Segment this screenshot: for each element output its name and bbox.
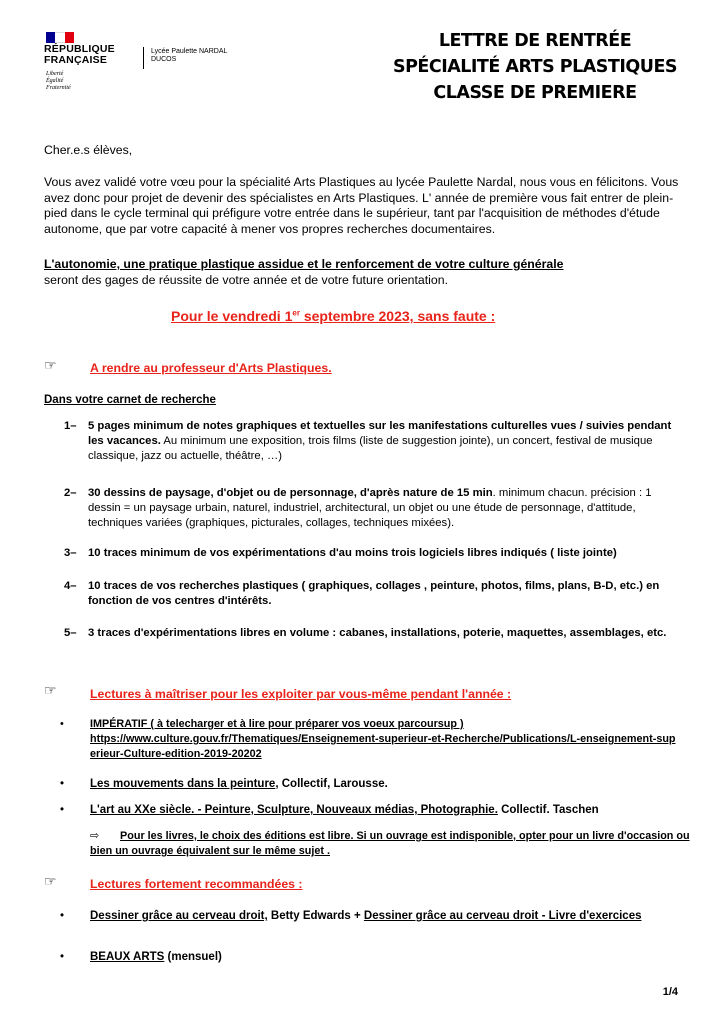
logo-line-2: FRANÇAISE xyxy=(44,54,108,66)
reading-title: Les mouvements dans la peinture xyxy=(90,778,276,790)
task-number: 4– xyxy=(64,580,77,592)
bullet: • xyxy=(60,718,64,730)
flag-red xyxy=(65,32,74,43)
logo-separator xyxy=(143,47,144,69)
task-3 xyxy=(64,546,674,561)
task-number: 5– xyxy=(64,627,77,639)
reading-item-1 xyxy=(60,717,680,762)
autonomy-bold: L'autonomie, une pratique plastique assidue et le renforcement de votre culture générale xyxy=(44,257,564,271)
motto-egalite: Égalité xyxy=(46,78,64,84)
reading-title: L'art au XXe siècle. - Peinture, Sculpture, Nouveaux médias, Photographie. xyxy=(90,804,498,816)
recommended-item-1 xyxy=(60,909,680,924)
task-2 xyxy=(64,486,674,531)
book-title-2: Dessiner grâce au cerveau droit - Livre d'exercices xyxy=(363,910,642,922)
republic-motto xyxy=(46,71,71,92)
task-5 xyxy=(64,626,674,641)
bullet: • xyxy=(60,910,65,922)
book-author: Betty Edwards + xyxy=(267,910,364,922)
motto-liberte: Liberté xyxy=(46,71,64,77)
section3-heading: Lectures fortement recommandées : xyxy=(90,877,303,891)
intro-paragraph: Vous avez validé votre vœu pour la spécialité Arts Plastiques au lycée Paulette Nardal, nous vous en félicitons. Vous avez donc pour projet de devenir des spécialistes en Arts Plastiques. L' année de première vous fait entrer de plein-pied dans le cycle terminal qui préfigure votre entrée dans le supérieur, tant par l'acquisition de méthodes d'étude autonome, que par votre capacité à mener vos propres recherches documentaires. xyxy=(44,175,679,236)
title-line-2: SPÉCIALITÉ ARTS PLASTIQUES xyxy=(392,57,677,77)
editions-note-text: Pour les livres, le choix des éditions est libre. Si un ouvrage est indisponible, opter pour un livre d'occasion ou bien un ouvrage équivalent sur le même sujet . xyxy=(90,830,690,857)
task-bold: 30 dessins de paysage, d'objet ou de personnage, d'après nature de 15 min xyxy=(88,487,493,499)
section1-subheading: Dans votre carnet de recherche xyxy=(44,394,216,406)
flag-blue xyxy=(46,32,55,43)
task-bold: 5 pages minimum de notes graphiques et textuelles sur les manifestations culturelles vues / suivies pendant les vacances. xyxy=(88,420,672,447)
task-4 xyxy=(64,579,674,609)
reading-rest: Collectif. Taschen xyxy=(497,804,599,816)
task-rest: . minimum chacun. précision : 1 dessin = un paysage urbain, naturel, industriel, architectural, un objet ou une étude de personnage, d'attitude, techniques variées (graphiques, picturales, collages, techniques mixées). xyxy=(88,487,652,529)
reading-item-2 xyxy=(60,777,680,792)
greeting: Cher.e.s élèves, xyxy=(44,143,133,157)
task-bold: 3 traces d'expérimentations libres en volume : cabanes, installations, poterie, maquettes, assemblages, etc. xyxy=(88,627,667,639)
reading-rest: , Collectif, Larousse. xyxy=(275,778,388,790)
book-title: Dessiner grâce au cerveau droit, xyxy=(90,910,268,922)
reading-title: IMPÉRATIF ( à telecharger et à lire pour préparer vos voeux parcoursup ) xyxy=(90,718,464,730)
title-line-3: CLASSE DE PREMIERE xyxy=(433,83,637,103)
reading-item-3 xyxy=(60,803,680,818)
section1-heading: A rendre au professeur d'Arts Plastiques. xyxy=(90,361,332,375)
deadline-pre: Pour le vendredi 1 xyxy=(171,308,293,324)
page-title xyxy=(360,28,710,106)
task-number: 3– xyxy=(64,547,77,559)
deadline-sup: er xyxy=(292,308,300,318)
title-line-1: LETTRE DE RENTRÉE xyxy=(438,31,632,51)
task-number: 2– xyxy=(64,487,77,499)
deadline-post: septembre 2023, sans faute : xyxy=(299,308,496,324)
school-name: Lycée Paulette NARDAL xyxy=(151,48,228,55)
logo-line-1: RÉPUBLIQUE xyxy=(44,43,115,55)
culture-link[interactable]: https://www.culture.gouv.fr/Thematiques/Enseignement-superieur-et-Recherche/Publications/L-enseignement-superieur-Culture-edition-2019-20202 xyxy=(90,733,676,760)
task-bold: 10 traces de vos recherches plastiques ( graphiques, collages , peinture, photos, films, plans, B-D, etc.) en fonction de vos centres d'intérêts. xyxy=(88,580,660,607)
bullet: • xyxy=(60,804,65,816)
page-number: 1/4 xyxy=(662,986,678,998)
task-rest: Au minimum une exposition, trois films (liste de suggestion jointe), un concert, festival de musique classique, jazz ou actuelle, théâtre, …) xyxy=(88,435,653,462)
autonomy-paragraph xyxy=(44,257,684,288)
magazine-frequency: (mensuel) xyxy=(164,951,222,963)
motto-fraternite: Fraternité xyxy=(46,85,71,91)
task-1 xyxy=(64,419,674,464)
bullet: • xyxy=(60,778,65,790)
republique-francaise-logo xyxy=(44,44,115,66)
school-city: DUCOS xyxy=(151,56,177,63)
bullet: • xyxy=(60,951,65,963)
recommended-item-2 xyxy=(60,950,680,965)
pointing-hand-icon: ☞ xyxy=(44,873,57,889)
flag-white xyxy=(55,32,64,43)
school-label xyxy=(151,48,227,64)
pointing-hand-icon: ☞ xyxy=(44,357,57,373)
arrow-right-icon: ⇨ xyxy=(90,830,100,842)
pointing-hand-icon: ☞ xyxy=(44,682,57,698)
editions-note xyxy=(90,829,690,859)
marianne-flag-icon xyxy=(46,30,74,41)
task-number: 1– xyxy=(64,420,77,432)
task-bold: 10 traces minimum de vos expérimentations d'au moins trois logiciels libres indiqués ( liste jointe) xyxy=(88,547,617,559)
magazine-title: BEAUX ARTS xyxy=(90,951,165,963)
section2-heading: Lectures à maîtriser pour les exploiter par vous-même pendant l'année : xyxy=(90,687,512,701)
deadline xyxy=(171,308,495,324)
autonomy-rest: seront des gages de réussite de votre année et de votre future orientation. xyxy=(44,272,449,287)
